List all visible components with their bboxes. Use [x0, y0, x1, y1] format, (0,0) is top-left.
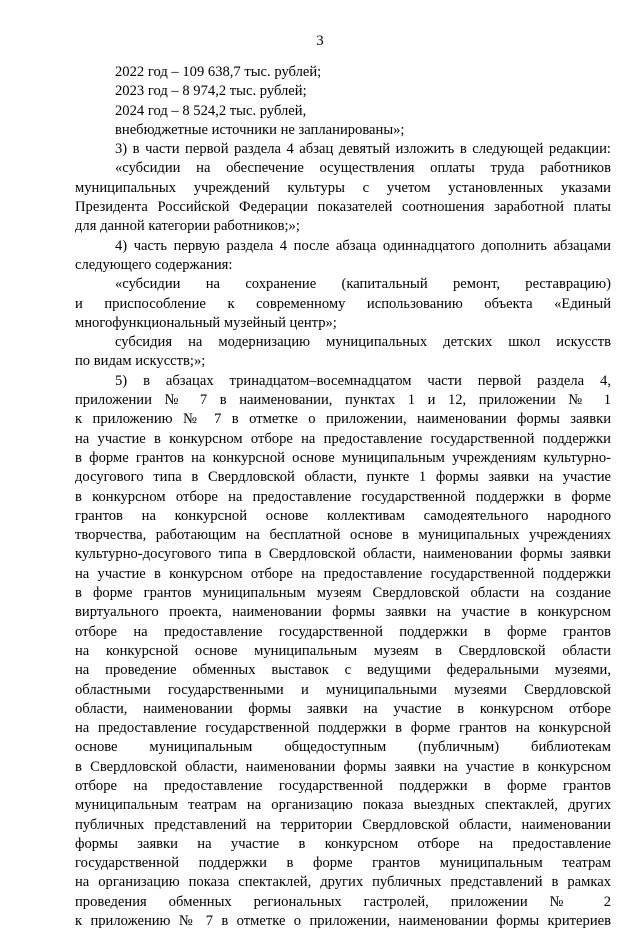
text-line: проведения обменных региональных гастролей, приложении № 2	[75, 893, 611, 910]
text-line: 3) в части первой раздела 4 абзац девятый изложить в следующей редакции:	[115, 141, 611, 158]
text-line: на конкурсной основе муниципальным музеям в Свердловской области	[75, 642, 611, 659]
text-line: 5) в абзацах тринадцатом–восемнадцатом части первой раздела 4,	[115, 372, 611, 389]
text-line: в Свердловской области, наименовании формы заявки на участие в конкурсном	[75, 758, 611, 775]
text-line: к приложению № 7 в отметке о приложении, наименовании формы критериев	[75, 913, 611, 930]
text-line: на проведение обменных выставок с ведущими федеральными музеями,	[75, 662, 611, 679]
text-line: «субсидии на обеспечение осуществления оплаты труда работников	[115, 160, 611, 177]
text-line: отборе на предоставление государственной поддержки в форме грантов	[75, 623, 611, 640]
text-line: и приспособление к современному использованию объекта «Единый	[75, 295, 611, 312]
text-line: области, наименовании формы заявки на участие в конкурсном отборе	[75, 700, 611, 717]
text-line: «субсидии на сохранение (капитальный ремонт, реставрацию)	[115, 276, 611, 293]
text-line: на предоставление государственной поддержки в форме грантов на конкурсной	[75, 720, 611, 737]
text-line: досугового типа в Свердловской области, пункте 1 формы заявки на участие	[75, 469, 611, 486]
document-body	[75, 63, 611, 931]
page-number: 3	[316, 33, 324, 49]
text-line: публичных представлений на территории Свердловской области, наименовании	[75, 816, 611, 833]
text-line: областными государственными и муниципальными музеями Свердловской	[75, 681, 611, 698]
text-line: формы заявки на участие в конкурсном отборе на предоставление	[75, 835, 611, 852]
text-line: следующего содержания:	[75, 256, 233, 273]
text-line: основе муниципальным общедоступным (публичным) библиотекам	[75, 739, 611, 756]
text-line: по видам искусств;»;	[75, 353, 206, 370]
text-line: внебюджетные источники не запланированы»;	[115, 121, 405, 138]
text-line: муниципальным театрам на организацию показа выездных спектаклей, других	[75, 797, 611, 814]
text-line: в форме грантов на конкурсной основе муниципальным учреждениям культурно-	[75, 449, 611, 466]
text-line: в форме грантов муниципальным музеям Свердловской области на создание	[75, 585, 611, 602]
text-line: 2023 год – 8 974,2 тыс. рублей;	[115, 83, 307, 100]
text-line: творчества, работающим на бесплатной основе в муниципальных учреждениях	[75, 527, 611, 544]
text-line: Президента Российской Федерации показателей соотношения заработной платы	[75, 199, 611, 216]
text-line: приложении № 7 в наименовании, пунктах 1 и 12, приложении № 1	[75, 392, 611, 409]
text-line: на организацию показа спектаклей, других публичных представлений в рамках	[75, 874, 611, 891]
text-line: субсидия на модернизацию муниципальных детских школ искусств	[115, 334, 611, 351]
text-line: муниципальных учреждений культуры с учетом установленных указами	[75, 179, 611, 196]
text-line: культурно-досугового типа в Свердловской области, наименовании формы заявки	[75, 546, 611, 563]
text-line: для данной категории работников;»;	[75, 218, 300, 235]
text-line: грантов на конкурсной основе коллективам самодеятельного народного	[75, 507, 611, 524]
text-line: на участие в конкурсном отборе на предоставление государственной поддержки	[75, 565, 611, 582]
text-line: многофункциональный музейный центр»;	[75, 314, 337, 331]
text-line: на участие в конкурсном отборе на предоставление государственной поддержки	[75, 430, 611, 447]
text-line: к приложению № 7 в отметке о приложении, наименовании формы заявки	[75, 411, 611, 428]
text-line: государственной поддержки в форме грантов муниципальным театрам	[75, 855, 611, 872]
text-line: 2022 год – 109 638,7 тыс. рублей;	[115, 64, 322, 80]
text-line: 4) часть первую раздела 4 после абзаца одиннадцатого дополнить абзацами	[115, 237, 611, 254]
text-line: 2024 год – 8 524,2 тыс. рублей,	[115, 102, 307, 119]
text-line: в конкурсном отборе на предоставление государственной поддержки в форме	[75, 488, 611, 505]
text-line: отборе на предоставление государственной поддержки в форме грантов	[75, 777, 611, 794]
text-line: виртуального проекта, наименовании формы заявки на участие в конкурсном	[75, 604, 611, 621]
